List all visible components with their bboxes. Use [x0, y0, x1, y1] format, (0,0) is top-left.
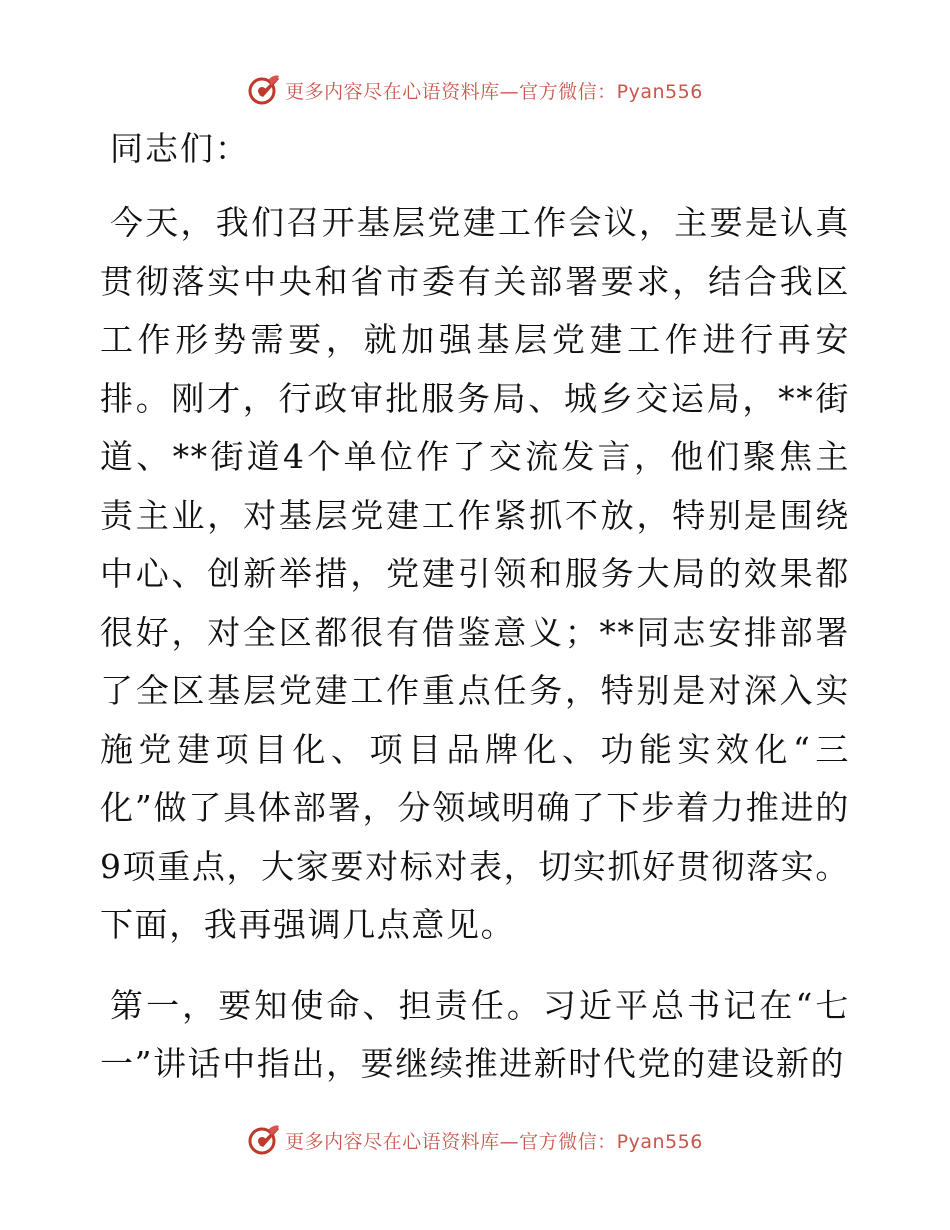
paragraph-2: 第一，要知使命、担责任。习近平总书记在“七一”讲话中指出，要继续推进新时代党的建设新的 — [100, 985, 850, 1083]
feather-pen-logo-icon — [247, 1123, 281, 1157]
footer-banner-text: 更多内容尽在心语资料库—官方微信：Pyan556 — [285, 1130, 703, 1153]
header-banner-text: 更多内容尽在心语资料库—官方微信：Pyan556 — [285, 80, 703, 103]
document-body — [100, 124, 850, 1094]
footer-banner — [0, 1120, 950, 1160]
greeting: 同志们： — [110, 129, 250, 168]
header-banner — [0, 70, 950, 110]
feather-pen-logo-icon — [247, 73, 281, 107]
paragraph-1: 今天，我们召开基层党建工作会议，主要是认真贯彻落实中央和省市委有关部署要求，结合我区工作形势需要，就加强基层党建工作进行再安排。刚才，行政审批服务局、城乡交运局，**街道、**街道4个单位作了交流发言，他们聚焦主责主业，对基层党建工作紧抓不放，特别是围绕中心、创新举措，党建引领和服务大局的效果都很好，对全区都很有借鉴意义；**同志安排部署了全区基层党建工作重点任务，特别是对深入实施党建项目化、项目品牌化、功能实效化“三化”做了具体部署，分领域明确了下步着力推进的9项重点，大家要对标对表，切实抓好贯彻落实。下面，我再强调几点意见。 — [100, 203, 850, 944]
